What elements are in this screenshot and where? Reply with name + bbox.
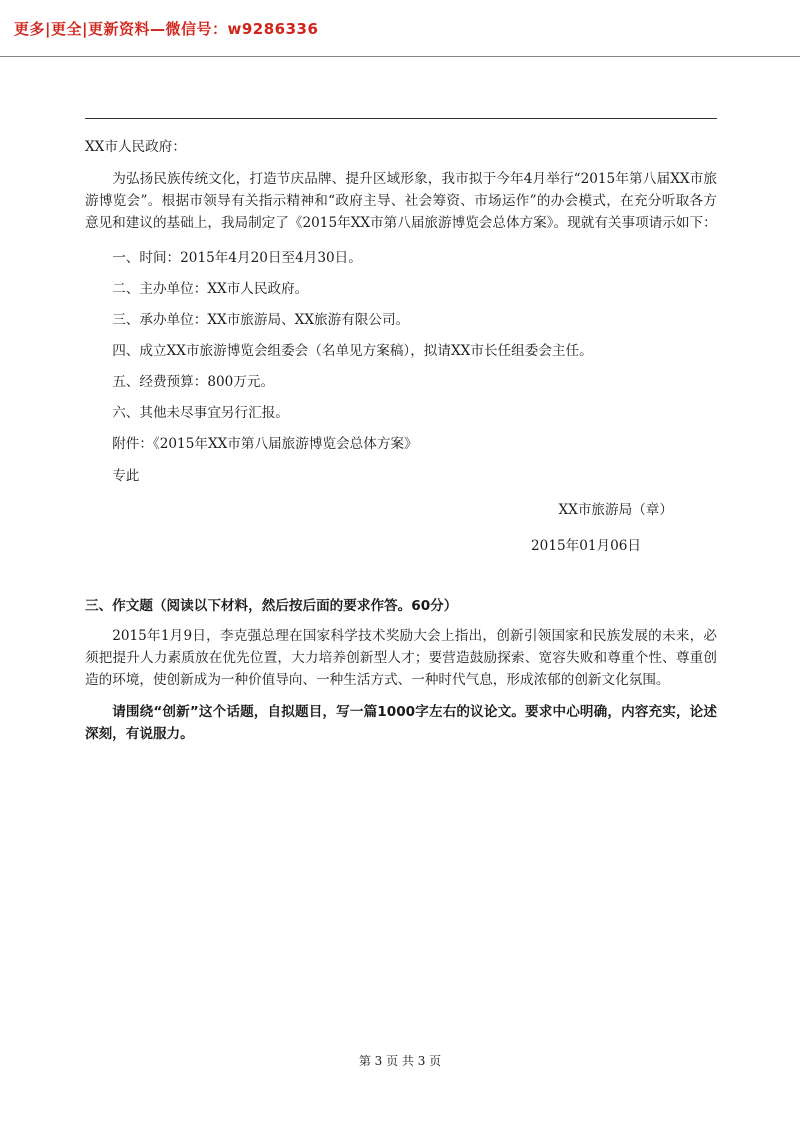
signature: XX市旅游局（章）: [558, 502, 673, 518]
letter-divider: [85, 118, 717, 119]
essay-material: 2015年1月9日，李克强总理在国家科学技术奖励大会上指出，创新引领国家和民族发展的未来，必须把提升人力素质放在优先位置，大力培养创新型人才；要营造鼓励探索、宽容失败和尊重个性、尊重创造的环境，使创新成为一种价值导向、一种生活方式、一种时代气息，形成浓郁的创新文化氛围。: [85, 627, 717, 688]
essay-task: 请围绕“创新”这个话题，自拟题目，写一篇1000字左右的议论文。要求中心明确，内容充实，论述深刻，有说服力。: [85, 703, 717, 742]
list-item: 二、主办单位：XX市人民政府。: [112, 281, 309, 297]
header-divider: [0, 56, 800, 57]
list-item: 五、经费预算：800万元。: [112, 374, 275, 390]
page-footer: 第 3 页 共 3 页: [358, 1054, 442, 1068]
salutation: XX市人民政府：: [85, 139, 186, 155]
essay-heading: 三、作文题（阅读以下材料，然后按后面的要求作答。60分）: [85, 597, 458, 614]
attachment-line: 附件：《2015年XX市第八届旅游博览会总体方案》: [112, 436, 418, 452]
header-banner: 更多|更全|更新资料—微信号：w9286336: [14, 20, 319, 38]
signature-date: 2015年01月06日: [531, 537, 641, 554]
list-item: 三、承办单位：XX市旅游局、XX旅游有限公司。: [112, 312, 410, 328]
document-body: [85, 136, 717, 745]
intro-paragraph: 为弘扬民族传统文化，打造节庆品牌、提升区域形象，我市拟于今年4月举行“2015年第八届XX市旅游博览会”。根据市领导有关指示精神和“政府主导、社会筹资、市场运作”的办会模式，在充分听取各方意见和建议的基础上，我局制定了《2015年XX市第八届旅游博览会总体方案》。现就有关事项请示如下：: [85, 171, 717, 231]
list-item: 四、成立XX市旅游博览会组委会（名单见方案稿），拟请XX市长任组委会主任。: [112, 343, 593, 359]
list-item: 一、时间：2015年4月20日至4月30日。: [112, 250, 362, 266]
list-item: 六、其他未尽事宜另行汇报。: [112, 405, 289, 421]
closing-text: 专此: [112, 468, 140, 484]
